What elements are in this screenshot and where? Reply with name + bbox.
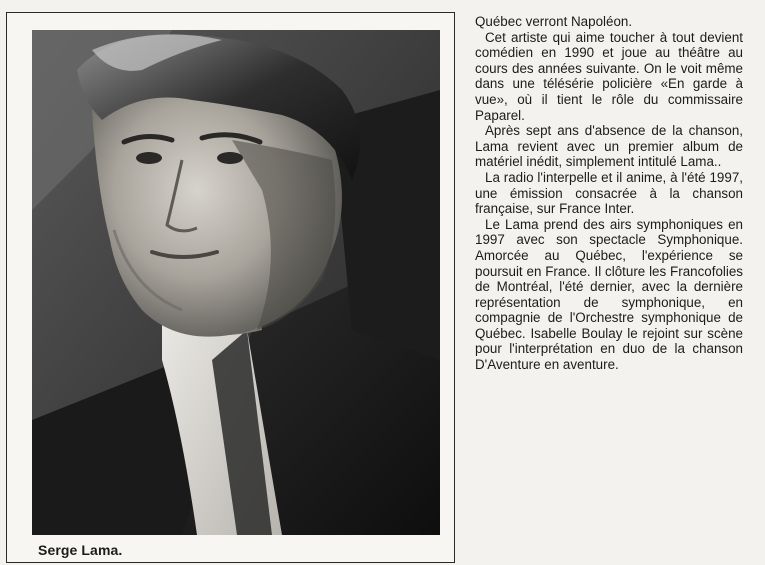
article-paragraph: Québec verront Napoléon.: [475, 14, 633, 29]
portrait-illustration: [32, 30, 440, 535]
article-paragraph: Cet artiste qui aime toucher à tout devient comédien en 1990 et joue au théâtre au cours des années suivante. On le voit même dans une télésérie policière «En garde à vue», où il tient le rôle du commissaire Paparel.: [475, 29, 743, 123]
article-paragraph: La radio l'interpelle et il anime, à l'été 1997, une émission consacrée à la chanson française, sur France Inter.: [475, 169, 743, 217]
article-paragraph: Après sept ans d'absence de la chanson, Lama revient avec un premier album de matériel inédit, simplement intitulé Lama..: [475, 123, 743, 170]
article-paragraph: Le Lama prend des airs symphoniques en 1997 avec son spectacle Symphonique. Amorcée au Québec, l'expérience se poursuit en France. Il clôture les Francofolies de Montréal, l'été dernier, avec la dernière représentation de symphonique, en compagnie de l'Orchestre symphonique de Québec. Isabelle Boulay le rejoint sur scène pour l'interprétation en duo de la chanson D'Aventure en aventure.: [475, 216, 743, 373]
photo-caption: Serge Lama.: [38, 542, 123, 558]
portrait-photo: [32, 30, 440, 535]
article-column: [475, 14, 743, 373]
photo-frame: [6, 12, 455, 563]
